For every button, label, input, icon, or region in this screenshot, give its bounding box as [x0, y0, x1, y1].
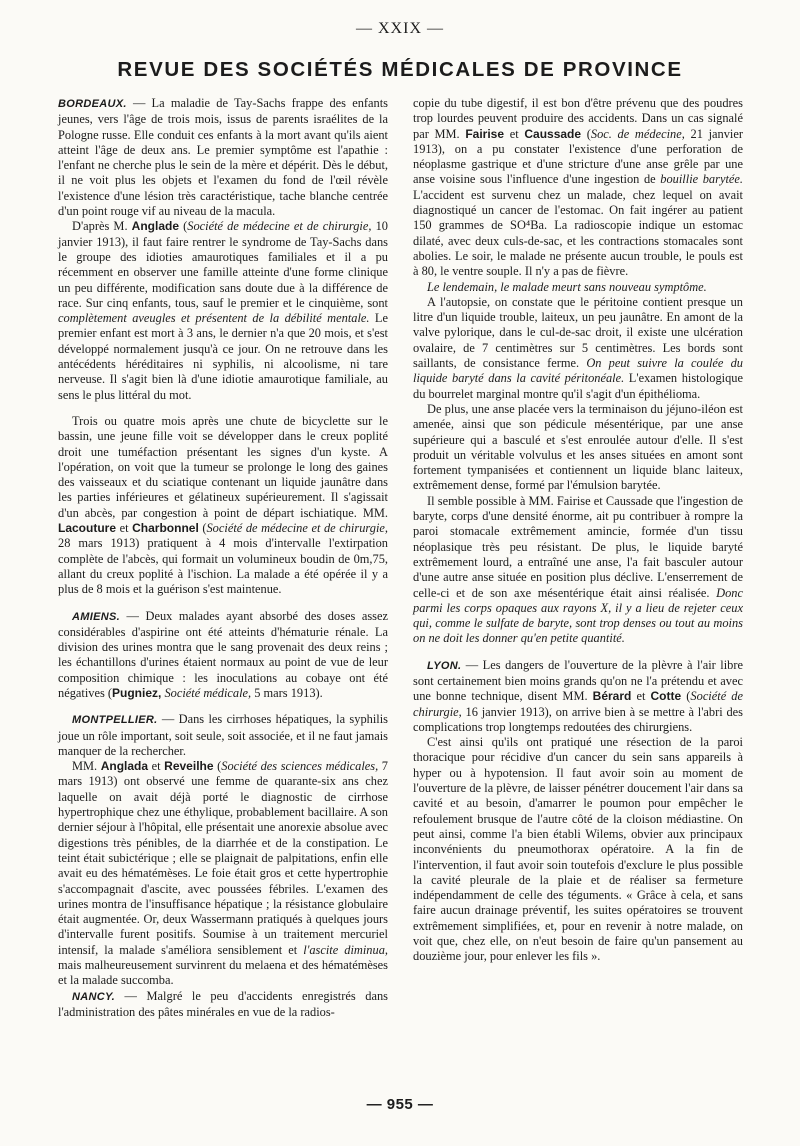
society-citation: Société des sciences médicales,	[221, 759, 379, 774]
author-name: Caussade	[524, 126, 582, 141]
paragraph-lendemain: Le lendemain, le malade meurt sans nouveau symptôme.	[427, 279, 707, 294]
society-citation: Société de médecine et de chirurgie,	[187, 219, 372, 234]
society-citation: Société de chirurgie,	[413, 689, 743, 719]
paragraph-anglade: D'après M. Anglade (Société de médecine et de chirurgie, 10 janvier 1913), il faut faire rentrer le syndrome de Tay-Sachs dans le groupe des idioties amaurotiques familiales et il a pu récemment en observer une famille atteinte d'une forme clinique un peu différente, modification sans doute due à la différence de race. Sur cinq enfants, tous, sauf le premier et le cinquième, sont complètement aveugles et présentent de la débilité mentale. Le premier enfant est mort à 3 ans, le dernier n'a que 20 mois, et s'est développé normalement jusqu'à ce jour. On ne retrouve dans les antécédents héréditaires ni syphilis, ni alcoolisme, ni tare nerveuse. Il s'agit bien là d'une idiotie amaurotique familiale, au sens le plus littéral du mot.	[58, 219, 388, 402]
society-citation: Société médicale,	[161, 685, 252, 700]
paragraph-fairise: copie du tube digestif, il est bon d'être prévenu que des poudres trop lourdes peuvent produire des accidents. Dans un cas signalé par MM. Fairise et Caussade (Soc. de médecine, 21 janvier 1913), on a pu constater l'existence d'une perforation de néoplasme gastrique et d'une stricture d'une anse grêle par une anse voisine sous l'influence d'une ingestion de bouillie barytée. L'accident est survenu chez un malade, chez lequel on avait diagnostiqué un cancer de l'estomac. On fait ingérer au patient 150 grammes de SO⁴Ba. La radioscopie indique un estomac dilaté, avec deux culs-de-sac, et les contractions stomacales sont abolies. Le soir, le malade ne présente aucun trouble, le pouls est à 80, le ventre souple. Il n'y a pas de fièvre.	[413, 96, 743, 279]
society-citation: Société de médecine et de chirurgie,	[206, 521, 388, 536]
author-name: Cotte	[650, 689, 682, 704]
city-heading: MONTPELLIER.	[72, 714, 158, 727]
left-column	[58, 96, 388, 1020]
author-name: Fairise	[465, 126, 505, 141]
running-page-number: — XXIX —	[356, 20, 444, 37]
city-heading: AMIENS.	[72, 610, 120, 623]
author-name: Pugniez,	[112, 685, 162, 700]
author-name: Anglada	[100, 759, 149, 774]
author-name: Bérard	[592, 689, 632, 704]
society-citation: Soc. de médecine,	[590, 126, 685, 141]
paragraph-amiens: AMIENS. — Deux malades ayant absorbé des doses assez considérables d'aspirine ont été atteints d'hématurie rénale. La division des urines montra que le sang provenait des deux reins ; les échantillons d'urines étaient normaux au point de vue de leur composition chimique : les inoculations au cobaye ont été négatives (Pugniez, Société médicale, 5 mars 1913).	[58, 608, 388, 700]
author-name: Reveilhe	[164, 759, 214, 774]
paragraph-nancy: NANCY. — Malgré le peu d'accidents enregistrés dans l'administration des pâtes minérales en vue de la radios-	[58, 988, 388, 1019]
city-heading: NANCY.	[72, 990, 115, 1003]
paragraph-abces: Trois ou quatre mois après une chute de bicyclette sur le bassin, une jeune fille voit se développer dans le creux poplité droit une tuméfaction présentant les signes d'un kyste. A l'opération, on voit que la tumeur se prolonge le long des gaines des vaisseaux et du sciatique contenant un liquide jaunâtre dans les parties inférieures et gélatineux supérieurement. Il s'agissait d'un abcès, par congestion à point de départ ischiatique. MM. Lacouture et Charbonnel (Société de médecine et de chirurgie, 28 mars 1913) pratiquent à 4 mois d'intervalle l'extirpation complète de l'abcès, qui formait un volumineux boudin de 0m,75, allant du creux poplité à l'ischion. La malade a été opérée il y a plus de 8 mois et la guérison s'est maintenue.	[58, 413, 388, 597]
paragraph-montpellier: MONTPELLIER. — Dans les cirrhoses hépatiques, la syphilis joue un rôle important, soit seule, soit associée, et il ne faut jamais manquer de la rechercher.	[58, 712, 388, 758]
paragraph-conclusion: Il semble possible à MM. Fairise et Caussade que l'ingestion de baryte, corps d'une densité énorme, ait pu contribuer à rompre la paroi stomacale extrêmement amincie, formée d'un tissu néoplasique très peu résistant. De plus, le liquide baryté extrêmement lourd, a entraîné une anse, l'a fait basculer autour d'une autre anse située en position plus déclive. L'enserrement de celle-ci et de son axe mésentérique était ainsi réalisée. Donc parmi les corps opaques aux rayons X, il y a lieu de rejeter ceux qui, comme le sulfate de baryte, sont trop denses ou tout au moins on ne doit les donner qu'en petite quantité.	[413, 493, 743, 646]
paragraph-anglada: MM. Anglada et Reveilhe (Société des sciences médicales, 7 mars 1913) ont observé une femme de quarante-six ans chez laquelle on avait déjà porté le diagnostic de cirrhose hypertrophique chez une éthylique, probablement bacillaire. A son dernier séjour à l'hôpital, elle présentait une anorexie absolue avec digestions très pénibles, de la diarrhée et de la constipation. Le teint était subictérique ; elle se plaignait de palpitations, enfin elle avait eu des hématémèses. Le foie était gros et cette hypertrophie s'accompagnait d'ascite, avec poussées fébriles. L'examen des urines montra de l'insuffisance hépatique ; la résistance globulaire était augmentée. Or, deux Wassermann pratiqués à quelques jours d'intervalle furent positifs. Soumise à un traitement mercuriel intensif, la malade s'améliora sensiblement et l'ascite diminua, mais malheureusement survinrent du melaena et des hématémèses et la malade succomba.	[58, 759, 388, 988]
author-name: Lacouture	[58, 521, 117, 536]
paragraph-resection: C'est ainsi qu'ils ont pratiqué une résection de la paroi thoracique pour récidive d'un cancer du sein sans appareils à hyper ou à hypotension. Il faut avoir soin au moment de l'ouverture de la plèvre, de laisser pénétrer doucement l'air dans sa cavité et au besoin, d'amarrer le poumon pour empêcher le refoulement brusque de l'autre côté de la cloison médiastine. On peut ainsi, comme l'a bien établi Wilems, obvier aux principaux inconvénients du pneumothorax opératoire. A la fin de l'intervention, il faut avoir soin toutefois d'exclure le plus possible la cavité pleurale de la plaie et de réaliser sa fermeture indépendamment de celle des téguments. « Grâce à cela, et sans faire aucun drainage préventif, les suites opératoires se trouvent extrêmement simplifiées, et, pour en revenir à notre malade, on voit que, chez elle, on n'eut besoin de faire qu'un pansement au douzième jour, pour enlever les fils ».	[413, 735, 743, 964]
city-heading: LYON.	[427, 659, 462, 672]
author-name: Anglade	[131, 219, 180, 234]
paragraph-autopsie: A l'autopsie, on constate que le péritoine contient presque un litre d'un liquide trouble, laiteux, un peu jaunâtre. En amont de la valve pylorique, dans le cul-de-sac droit, il existe une ulcération ovalaire, de 7 centimètres sur 5 centimètres. Les bords sont saillants, de consistance ferme. On peut suivre la coulée du liquide baryté dans la cavité péritonéale. L'examen histologique du bourrelet marginal montre qu'il s'agit d'un épithélioma.	[413, 294, 743, 401]
city-heading: BORDEAUX.	[58, 98, 127, 110]
page-number: — 955 —	[366, 1096, 434, 1113]
paragraph-volvulus: De plus, une anse placée vers la terminaison du jéjuno-iléon est amenée, ainsi que son pédicule mésentérique, par une anse supérieure qui a basculé et s'est enroulée autour d'elle. Il s'est produit un véritable volvulus et les anses situées en amont sont fortement tympanisées et contiennent un liquide blanc laiteux, extrêmement dense, formé par l'émulsion barytée.	[413, 401, 743, 493]
page-title: REVUE DES SOCIÉTÉS MÉDICALES DE PROVINCE	[117, 58, 683, 81]
paragraph-lyon: LYON. — Les dangers de l'ouverture de la plèvre à l'air libre sont certainement bien moins grands qu'on ne l'a prétendu et avec une bonne technique, disent MM. Bérard et Cotte (Société de chirurgie, 16 janvier 1913), on arrive bien à se mettre à l'abri des complications trop longtemps redoutées des chirurgiens.	[413, 657, 743, 734]
paragraph-bordeaux: BORDEAUX. — La maladie de Tay-Sachs frappe des enfants jeunes, vers l'âge de trois mois, issus de parents israélites de la Pologne russe. Elle conduit ces enfants à la mort avant qu'ils aient atteint l'âge de deux ans. Le premier symptôme est l'apathie : l'enfant ne cherche plus le sein de la mère et dépérit. Dès le début, il ne voit plus les objets et l'examen du fond de l'œil révèle l'existence d'une lésion très caractéristique, tache blanche centrée d'un point rouge vif au niveau de la macula.	[58, 96, 388, 219]
author-name: Charbonnel	[132, 521, 199, 536]
right-column	[413, 96, 743, 965]
